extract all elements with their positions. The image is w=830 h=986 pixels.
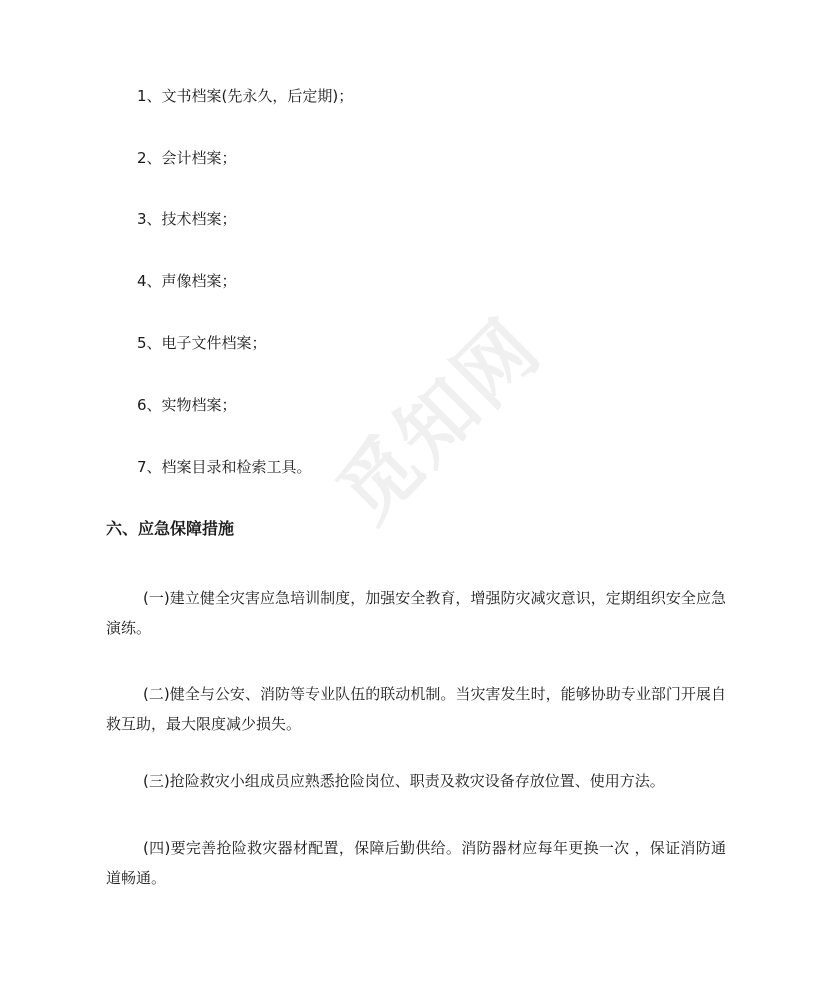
archive-list-item-6: 6、实物档案； — [137, 396, 237, 414]
paragraph-1: (一)建立健全灾害应急培训制度，加强安全教育，增强防灾减灾意识，定期组织安全应急演练。 — [106, 589, 726, 637]
paragraph-3: (三)抢险救灾小组成员应熟悉抢险岗位、职责及救灾设备存放位置、使用方法。 — [143, 772, 665, 790]
archive-list-item-1: 1、文书档案(先永久，后定期)； — [137, 87, 354, 105]
archive-list-item-2: 2、会计档案； — [137, 149, 237, 167]
section-heading: 六、应急保障措施 — [106, 519, 235, 538]
archive-list-item-3: 3、技术档案； — [137, 210, 237, 228]
archive-list-item-4: 4、声像档案； — [137, 272, 237, 290]
watermark-text: 觅知网 — [321, 302, 559, 540]
archive-list-item-7: 7、档案目录和检索工具。 — [137, 458, 312, 476]
paragraph-2: (二)健全与公安、消防等专业队伍的联动机制。当灾害发生时，能够协助专业部门开展自救互助，最大限度减少损失。 — [106, 685, 726, 733]
archive-list-item-5: 5、电子文件档案； — [137, 334, 267, 352]
paragraph-4: (四)要完善抢险救灾器材配置，保障后勤供给。消防器材应每年更换一次 ，保证消防通道畅通。 — [106, 839, 726, 887]
